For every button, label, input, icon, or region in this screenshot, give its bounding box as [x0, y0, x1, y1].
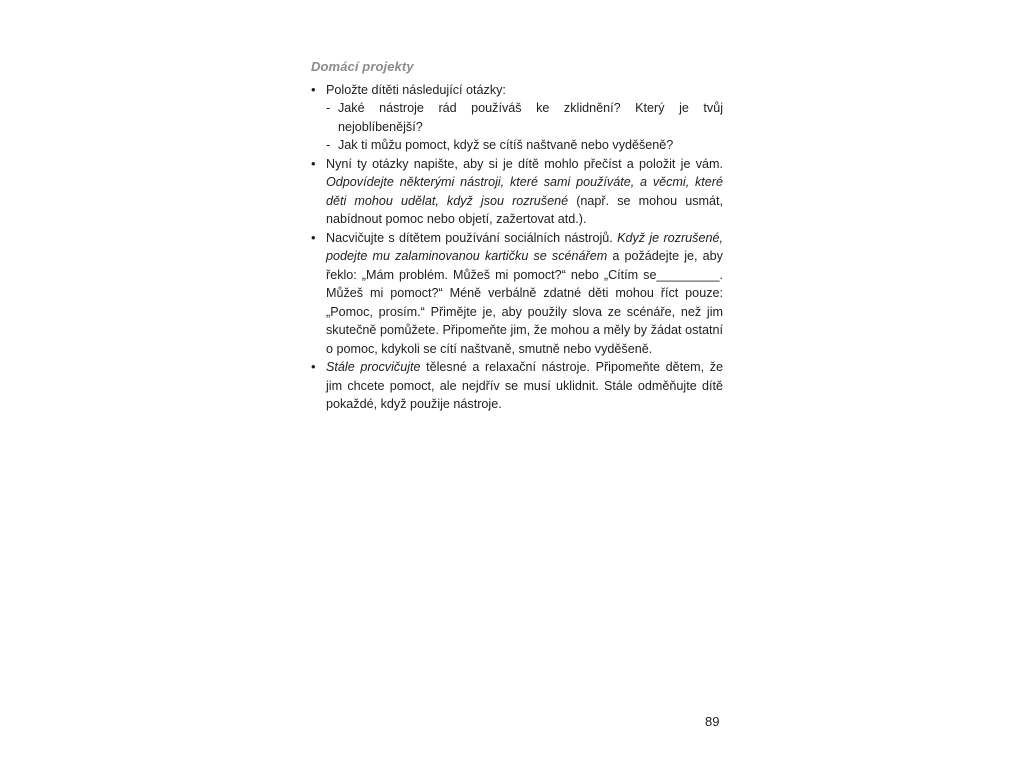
sub-question: - Jaké nástroje rád používáš ke zklidnění? Který je tvůj nejoblíbenější? — [326, 99, 723, 136]
item-text: Nyní ty otázky napište, aby si je dítě mohlo přečíst a položit je vám. — [326, 156, 723, 171]
sub-question-list — [326, 99, 723, 155]
list-item — [311, 155, 723, 229]
document-page — [311, 58, 723, 414]
list-item — [311, 358, 723, 414]
page-number: 89 — [705, 714, 720, 729]
item-italic-text: Stále procvičujte — [326, 360, 421, 374]
item-italic-text: Když je rozrušené, podejte mu zalaminovanou kartičku se scénářem — [326, 230, 723, 263]
section-heading: Domácí projekty — [311, 59, 414, 74]
bullet-list — [311, 81, 723, 414]
item-intro: Položte dítěti následující otázky: — [326, 82, 506, 97]
item-text: (např. se mohou usmát, nabídnout pomoc nebo objetí, zažertovat atd.). — [326, 193, 723, 226]
list-item — [311, 229, 723, 359]
list-item — [311, 81, 723, 155]
item-italic-text: Odpovídejte některými nástroji, které sami používáte, a věcmi, které děti mohou udělat, když jsou rozrušené — [326, 175, 723, 208]
item-text: tělesné a relaxační nástroje. Připomeňte dětem, že jim chcete pomoct, ale nejdřív se musí uklidnit. Stále odměňujte dítě pokaždé, když použije nástroje. — [326, 360, 723, 411]
item-text: Nacvičujte s dítětem používání sociálních nástrojů. — [326, 230, 618, 245]
item-text: a požádejte je, aby řeklo: „Mám problém. Můžeš mi pomoct?“ nebo „Cítím se_________. Můžeš mi pomoct?“ Méně verbálně zdatné děti mohou říct pouze: „Pomoc, prosím.“ Přimějte je, aby použily slova ze scénáře, než jim skutečně pomůžete. Připomeňte jim, že mohou a měly by žádat ostatní o pomoc, kdykoli se cítí naštvaně, smutně nebo vyděšeně. — [326, 249, 723, 356]
sub-question: - Jak ti můžu pomoct, když se cítíš naštvaně nebo vyděšeně? — [326, 136, 723, 155]
